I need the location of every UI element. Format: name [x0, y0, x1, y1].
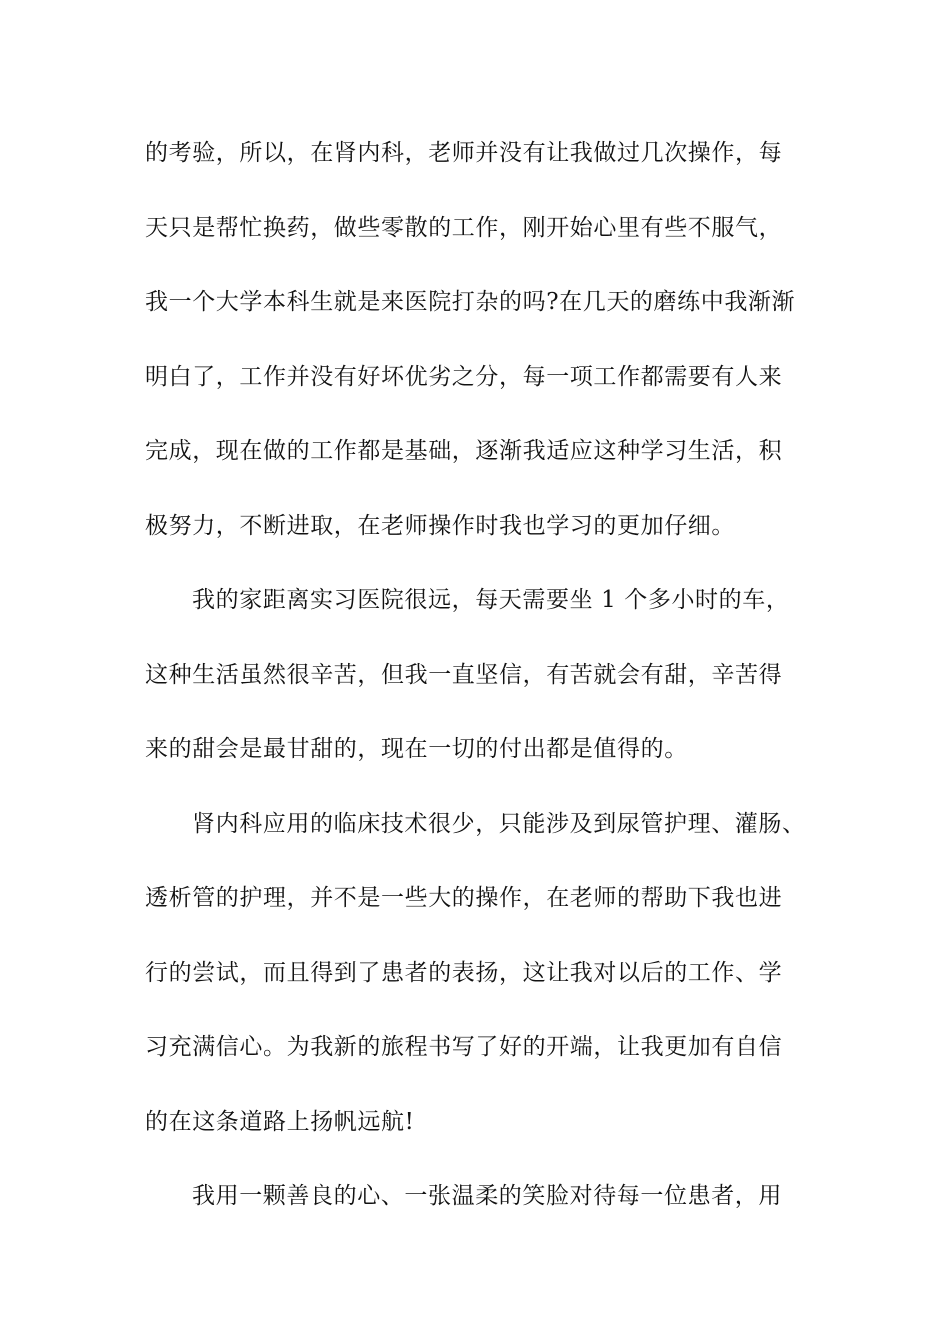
text-line: 透析管的护理，并不是一些大的操作，在老师的帮助下我也进	[145, 885, 783, 911]
text-line: 来的甜会是最甘甜的，现在一切的付出都是值得的。	[145, 736, 688, 762]
text-line: 我一个大学本科生就是来医院打杂的吗?在几天的磨练中我渐渐	[145, 289, 796, 315]
text-line: 的在这条道路上扬帆远航!	[145, 1108, 415, 1135]
paragraph-first-line: 肾内科应用的临床技术很少，只能涉及到尿管护理、灌肠、	[192, 810, 806, 837]
text-line: 完成，现在做的工作都是基础，逐渐我适应这种学习生活，积	[145, 438, 783, 464]
text-line: 这种生活虽然很辛苦，但我一直坚信，有苦就会有甜，辛苦得	[145, 661, 783, 688]
text-line: 明白了，工作并没有好坏优劣之分，每一项工作都需要有人来	[145, 363, 783, 390]
text-line: 天只是帮忙换药，做些零散的工作，刚开始心里有些不服气，	[145, 214, 783, 241]
text-line: 极努力，不断进取，在老师操作时我也学习的更加仔细。	[145, 512, 735, 539]
text-line: 的考验，所以，在肾内科，老师并没有让我做过几次操作，每	[145, 140, 783, 166]
text-line: 行的尝试，而且得到了患者的表扬，这让我对以后的工作、学	[145, 959, 783, 986]
paragraph-first-line: 我用一颗善良的心、一张温柔的笑脸对待每一位患者，用	[192, 1183, 782, 1209]
document-body	[145, 128, 825, 1246]
paragraph-first-line: 我的家距离实习医院很远，每天需要坐 1 个多小时的车，	[192, 587, 790, 613]
text-line: 习充满信心。为我新的旅程书写了好的开端，让我更加有自信	[145, 1034, 783, 1060]
